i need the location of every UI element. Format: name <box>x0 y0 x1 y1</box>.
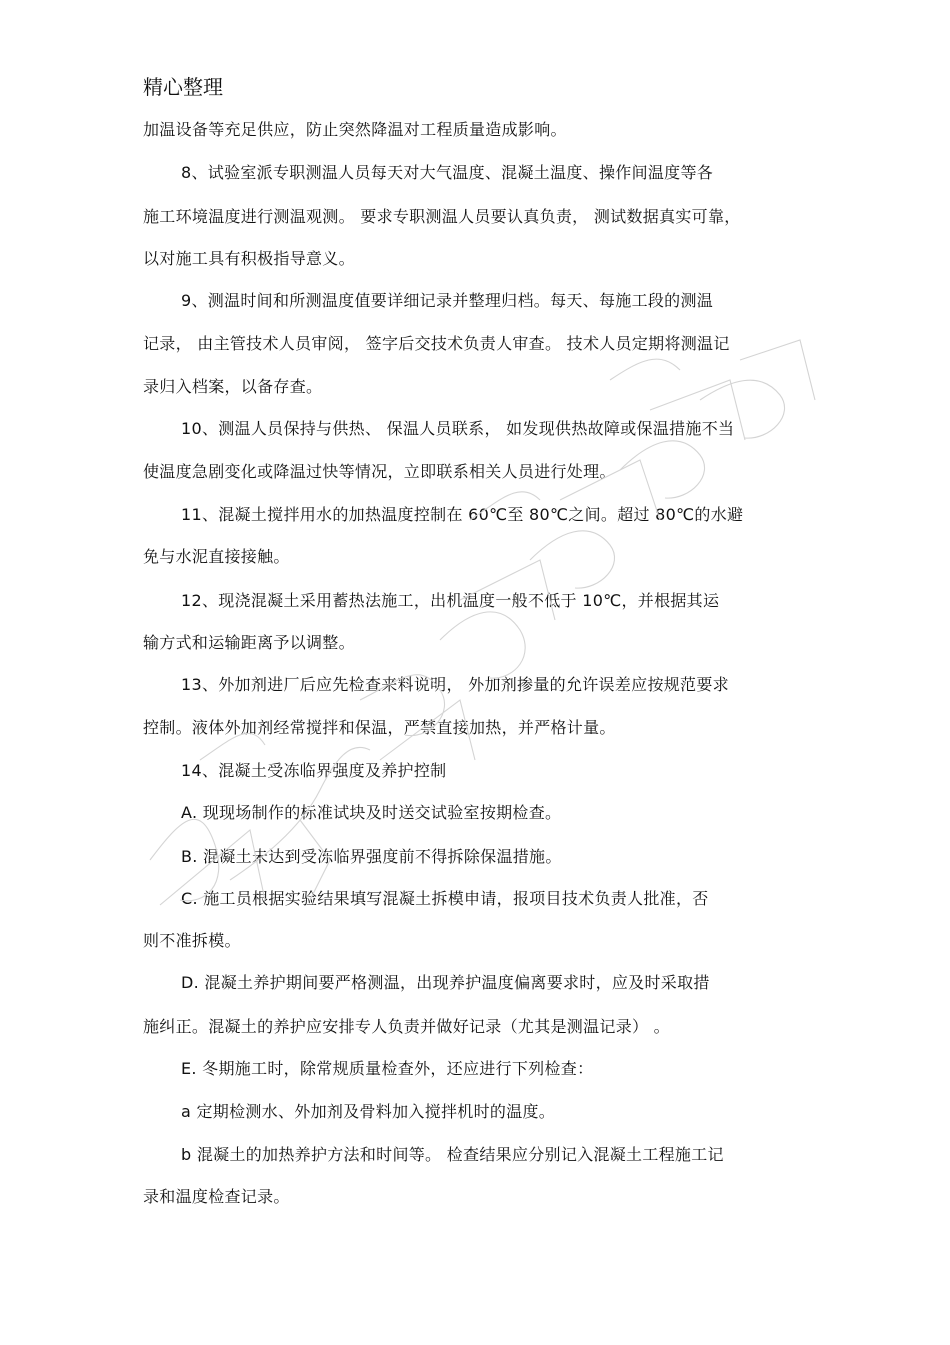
text-line: A. 现现场制作的标准试块及时送交试验室按期检查。 <box>181 803 562 822</box>
text-line: 控制。液体外加剂经常搅拌和保温，严禁直接加热，并严格计量。 <box>143 718 616 737</box>
text-line: 录和温度检查记录。 <box>143 1187 290 1206</box>
text-line: E. 冬期施工时，除常规质量检查外，还应进行下列检查： <box>181 1059 594 1078</box>
text-line: 12、现浇混凝土采用蓄热法施工，出机温度一般不低于 10℃，并根据其运 <box>181 591 720 610</box>
text-line: 则不准拆模。 <box>143 931 241 950</box>
text-line: 10、测温人员保持与供热、 保温人员联系， 如发现供热故障或保温措施不当 <box>181 419 735 438</box>
text-line: 施工环境温度进行测温观测。 要求专职测温人员要认真负责， 测试数据真实可靠， <box>143 207 741 226</box>
text-line: 记录， 由主管技术人员审阅， 签字后交技术负责人审查。 技术人员定期将测温记 <box>143 334 730 353</box>
text-line: b 混凝土的加热养护方法和时间等。 检查结果应分别记入混凝土工程施工记 <box>181 1145 724 1164</box>
text-line: 11、混凝土搅拌用水的加热温度控制在 60℃至 80℃之间。超过 80℃的水避 <box>181 505 744 524</box>
text-line: 13、外加剂进厂后应先检查来料说明， 外加剂掺量的允许误差应按规范要求 <box>181 675 729 694</box>
text-line: a 定期检测水、外加剂及骨料加入搅拌机时的温度。 <box>181 1102 556 1121</box>
text-line: 9、测温时间和所测温度值要详细记录并整理归档。每天、每施工段的测温 <box>181 291 714 310</box>
text-line: 施纠正。混凝土的养护应安排专人负责并做好记录（尤其是测温记录） 。 <box>143 1017 670 1036</box>
text-line: 使温度急剧变化或降温过快等情况，立即联系相关人员进行处理。 <box>143 462 616 481</box>
text-line: 输方式和运输距离予以调整。 <box>143 633 355 652</box>
text-line: 加温设备等充足供应，防止突然降温对工程质量造成影响。 <box>143 120 567 139</box>
text-line: C. 施工员根据实验结果填写混凝土拆模申请，报项目技术负责人批准，否 <box>181 889 709 908</box>
text-line: 14、混凝土受冻临界强度及养护控制 <box>181 761 447 780</box>
text-line: D. 混凝土养护期间要严格测温，出现养护温度偏离要求时，应及时采取措 <box>181 973 710 992</box>
text-line: 8、试验室派专职测温人员每天对大气温度、混凝土温度、操作间温度等各 <box>181 163 714 182</box>
text-line: 免与水泥直接接触。 <box>143 547 290 566</box>
text-line: 以对施工具有积极指导意义。 <box>143 249 355 268</box>
text-line: B. 混凝土未达到受冻临界强度前不得拆除保温措施。 <box>181 847 562 866</box>
text-line: 录归入档案，以备存查。 <box>143 377 323 396</box>
page-header: 精心整理 <box>143 75 223 99</box>
